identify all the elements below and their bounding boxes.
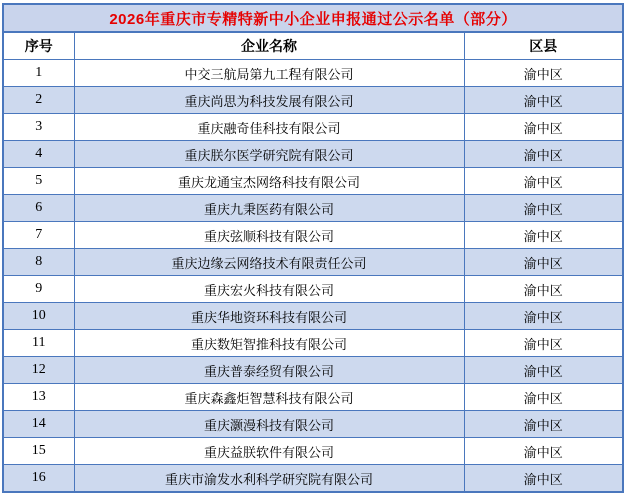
company-name-cell: 中交三航局第九工程有限公司 [74,60,464,87]
company-name-cell: 重庆华地资环科技有限公司 [74,303,464,330]
row-number-cell: 5 [3,168,74,195]
company-name-cell: 重庆普泰经贸有限公司 [74,357,464,384]
company-name-cell: 重庆森鑫炬智慧科技有限公司 [74,384,464,411]
district-cell: 渝中区 [464,195,623,222]
title-row [3,4,623,32]
table-row [3,249,623,276]
district-cell: 渝中区 [464,222,623,249]
district-cell: 渝中区 [464,114,623,141]
table-row [3,114,623,141]
column-header-no: 序号 [3,32,74,60]
table-title: 2026年重庆市专精特新中小企业申报通过公示名单（部分） [3,4,623,32]
district-cell: 渝中区 [464,249,623,276]
table-row [3,222,623,249]
table-row [3,465,623,493]
table-row [3,438,623,465]
company-name-cell: 重庆灏漫科技有限公司 [74,411,464,438]
row-number-cell: 14 [3,411,74,438]
row-number-cell: 12 [3,357,74,384]
company-list-table [2,3,624,493]
table-row [3,276,623,303]
district-cell: 渝中区 [464,276,623,303]
table-row [3,195,623,222]
table-row [3,411,623,438]
row-number-cell: 8 [3,249,74,276]
company-name-cell: 重庆边缘云网络技术有限责任公司 [74,249,464,276]
table-body [3,60,623,493]
district-cell: 渝中区 [464,60,623,87]
company-name-cell: 重庆益朕软件有限公司 [74,438,464,465]
table-row [3,87,623,114]
district-cell: 渝中区 [464,168,623,195]
row-number-cell: 9 [3,276,74,303]
district-cell: 渝中区 [464,384,623,411]
column-header-row [3,32,623,60]
company-name-cell: 重庆融奇佳科技有限公司 [74,114,464,141]
row-number-cell: 10 [3,303,74,330]
table-row [3,60,623,87]
company-name-cell: 重庆九秉医药有限公司 [74,195,464,222]
district-cell: 渝中区 [464,465,623,493]
district-cell: 渝中区 [464,330,623,357]
row-number-cell: 3 [3,114,74,141]
row-number-cell: 7 [3,222,74,249]
row-number-cell: 15 [3,438,74,465]
table-row [3,303,623,330]
table-row [3,384,623,411]
district-cell: 渝中区 [464,438,623,465]
district-cell: 渝中区 [464,411,623,438]
table-row [3,168,623,195]
row-number-cell: 2 [3,87,74,114]
company-name-cell: 重庆尚思为科技发展有限公司 [74,87,464,114]
company-name-cell: 重庆数矩智推科技有限公司 [74,330,464,357]
district-cell: 渝中区 [464,141,623,168]
district-cell: 渝中区 [464,87,623,114]
column-header-company-name: 企业名称 [74,32,464,60]
district-cell: 渝中区 [464,357,623,384]
row-number-cell: 1 [3,60,74,87]
row-number-cell: 16 [3,465,74,493]
row-number-cell: 6 [3,195,74,222]
column-header-district: 区县 [464,32,623,60]
row-number-cell: 4 [3,141,74,168]
row-number-cell: 11 [3,330,74,357]
company-name-cell: 重庆弦顺科技有限公司 [74,222,464,249]
row-number-cell: 13 [3,384,74,411]
table-row [3,357,623,384]
company-name-cell: 重庆朕尔医学研究院有限公司 [74,141,464,168]
company-name-cell: 重庆市渝发水利科学研究院有限公司 [74,465,464,493]
company-name-cell: 重庆龙通宝杰网络科技有限公司 [74,168,464,195]
table-row [3,330,623,357]
table-row [3,141,623,168]
company-name-cell: 重庆宏火科技有限公司 [74,276,464,303]
district-cell: 渝中区 [464,303,623,330]
